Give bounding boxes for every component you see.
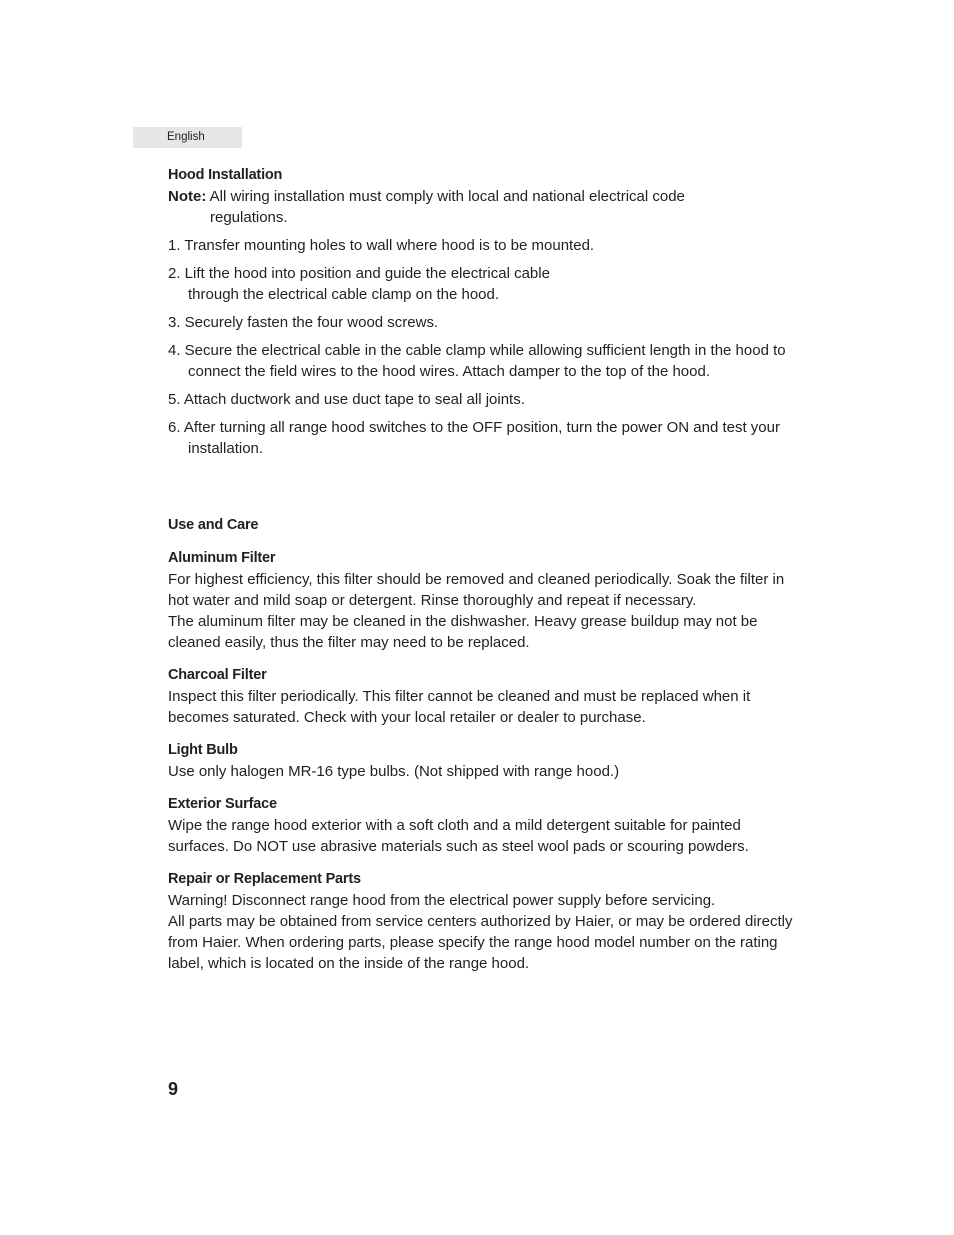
note-label: Note: — [168, 188, 207, 205]
charcoal-filter-section — [168, 665, 798, 728]
exterior-surface-text: Wipe the range hood exterior with a soft cloth and a mild detergent suitable for painted surfaces. Do NOT use abrasive materials such as steel wool pads or scouring powders. — [168, 817, 749, 855]
light-bulb-section — [168, 740, 798, 782]
charcoal-filter-heading: Charcoal Filter — [168, 667, 267, 683]
light-bulb-heading: Light Bulb — [168, 742, 238, 758]
page-content — [168, 165, 798, 974]
repair-section — [168, 869, 798, 974]
exterior-surface-section — [168, 794, 798, 857]
repair-text: All parts may be obtained from service centers authorized by Haier, or may be ordered directly from Haier. When ordering parts, please specify the range hood model number on the rating label, which is located on the inside of the range hood. — [168, 913, 793, 972]
charcoal-filter-text: Inspect this filter periodically. This filter cannot be cleaned and must be replaced when it becomes saturated. Check with your local retailer or dealer to purchase. — [168, 688, 751, 726]
step-2: 2. Lift the hood into position and guide the electrical cable through the electrical cable clamp on the hood. — [168, 265, 550, 303]
hood-installation-heading: Hood Installation — [168, 167, 283, 183]
aluminum-filter-text-2: The aluminum filter may be cleaned in the dishwasher. Heavy grease buildup may not be cleaned easily, thus the filter may need to be replaced. — [168, 613, 758, 651]
exterior-surface-heading: Exterior Surface — [168, 796, 277, 812]
page-number: 9 — [168, 1079, 179, 1099]
step-4: 4. Secure the electrical cable in the cable clamp while allowing sufficient length in the hood to connect the field wires to the hood wires. Attach damper to the top of the hood. — [168, 342, 786, 380]
aluminum-filter-text-1: For highest efficiency, this filter should be removed and cleaned periodically. Soak the filter in hot water and mild soap or detergent. Rinse thoroughly and repeat if necessary. — [168, 571, 785, 609]
repair-warning: Warning! Disconnect range hood from the electrical power supply before servicing. — [168, 892, 716, 909]
language-tab: English — [133, 127, 242, 148]
use-and-care-heading: Use and Care — [168, 517, 259, 533]
aluminum-filter-section — [168, 548, 798, 653]
section-spacer — [168, 466, 798, 515]
light-bulb-text: Use only halogen MR-16 type bulbs. (Not shipped with range hood.) — [168, 763, 620, 780]
note-text: All wiring installation must comply with local and national electrical code regulations. — [206, 188, 685, 226]
repair-heading: Repair or Replacement Parts — [168, 871, 361, 887]
installation-steps — [168, 235, 798, 459]
step-3: 3. Securely fasten the four wood screws. — [168, 314, 439, 331]
step-1: 1. Transfer mounting holes to wall where hood is to be mounted. — [168, 237, 595, 254]
step-5: 5. Attach ductwork and use duct tape to seal all joints. — [168, 391, 525, 408]
aluminum-filter-heading: Aluminum Filter — [168, 550, 276, 566]
wiring-note — [168, 186, 710, 228]
step-6: 6. After turning all range hood switches to the OFF position, turn the power ON and test your installation. — [168, 419, 780, 457]
